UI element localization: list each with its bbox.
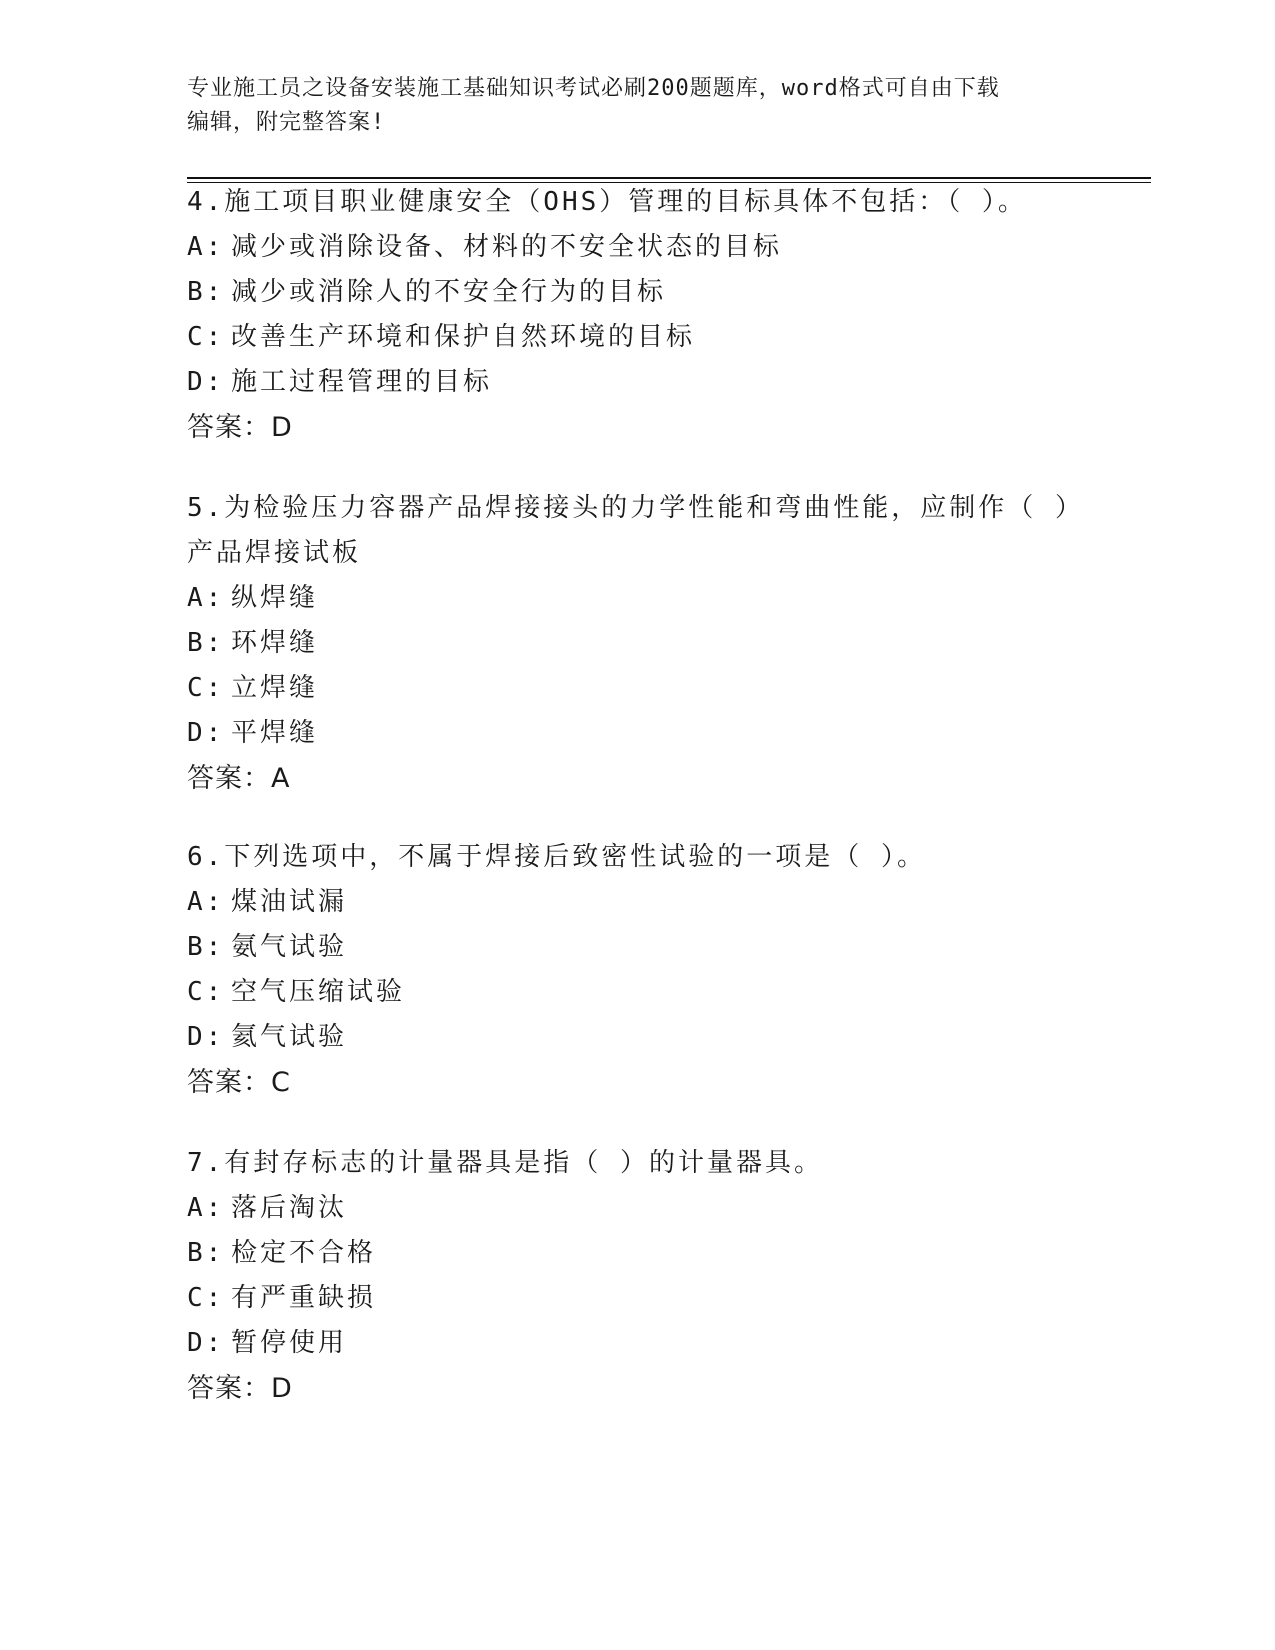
header-title-line-2: 编辑，附完整答案!: [187, 110, 386, 135]
header-title-line-1: 专业施工员之设备安装施工基础知识考试必刷200题题库，word格式可自由下载: [187, 76, 1000, 101]
question-title: 6.下列选项中，不属于焊接后致密性试验的一项是（ ）。: [187, 842, 926, 872]
option-letter: C:: [187, 977, 225, 1007]
option-d: [187, 711, 1087, 756]
option-letter: A:: [187, 232, 225, 262]
option-letter: A:: [187, 583, 225, 613]
header-divider-thick: [187, 177, 1151, 179]
option-a: [187, 1186, 1087, 1231]
option-text: 煤油试漏: [231, 887, 348, 917]
option-letter: B:: [187, 1238, 225, 1268]
question-block-7: [187, 1141, 1087, 1411]
option-text: 减少或消除设备、材料的不安全状态的目标: [231, 232, 783, 262]
option-letter: A:: [187, 887, 225, 917]
option-letter: D:: [187, 367, 225, 397]
option-text: 平焊缝: [231, 718, 319, 748]
option-letter: C:: [187, 673, 225, 703]
option-letter: B:: [187, 932, 225, 962]
option-c: [187, 1276, 1087, 1321]
question-title: 7.有封存标志的计量器具是指（ ）的计量器具。: [187, 1148, 823, 1178]
option-b: [187, 270, 1087, 315]
question-block-5: [187, 486, 1087, 801]
option-text: 空气压缩试验: [231, 977, 406, 1007]
option-text: 有严重缺损: [231, 1283, 377, 1313]
option-a: [187, 880, 1087, 925]
question-block-6: [187, 835, 1087, 1105]
option-text: 氨气试验: [231, 932, 348, 962]
option-text: 纵焊缝: [231, 583, 319, 613]
option-letter: B:: [187, 628, 225, 658]
option-letter: B:: [187, 277, 225, 307]
option-b: [187, 1231, 1087, 1276]
answer-line: 答案：D: [187, 412, 293, 443]
option-text: 氦气试验: [231, 1022, 348, 1052]
question-title-continuation: 产品焊接试板: [187, 538, 362, 568]
answer-line: 答案：D: [187, 1373, 293, 1404]
option-letter: C:: [187, 322, 225, 352]
option-b: [187, 621, 1087, 666]
option-a: [187, 225, 1087, 270]
answer-line: 答案：A: [187, 763, 291, 794]
option-text: 落后淘汰: [231, 1193, 348, 1223]
option-text: 环焊缝: [231, 628, 319, 658]
option-c: [187, 315, 1087, 360]
option-letter: D:: [187, 718, 225, 748]
option-text: 施工过程管理的目标: [231, 367, 493, 397]
option-text: 检定不合格: [231, 1238, 377, 1268]
option-d: [187, 1015, 1087, 1060]
document-header: [187, 72, 1087, 140]
option-d: [187, 1321, 1087, 1366]
option-a: [187, 576, 1087, 621]
option-text: 减少或消除人的不安全行为的目标: [231, 277, 667, 307]
question-title: 5.为检验压力容器产品焊接接头的力学性能和弯曲性能，应制作（ ）: [187, 493, 1084, 523]
option-b: [187, 925, 1087, 970]
option-text: 立焊缝: [231, 673, 319, 703]
option-c: [187, 666, 1087, 711]
option-letter: D:: [187, 1328, 225, 1358]
question-block-4: [187, 180, 1087, 450]
question-title: 4.施工项目职业健康安全（OHS）管理的目标具体不包括：（ ）。: [187, 187, 1027, 217]
option-c: [187, 970, 1087, 1015]
option-text: 改善生产环境和保护自然环境的目标: [231, 322, 696, 352]
option-letter: D:: [187, 1022, 225, 1052]
answer-line: 答案：C: [187, 1067, 291, 1098]
option-text: 暂停使用: [231, 1328, 348, 1358]
option-letter: A:: [187, 1193, 225, 1223]
option-letter: C:: [187, 1283, 225, 1313]
option-d: [187, 360, 1087, 405]
